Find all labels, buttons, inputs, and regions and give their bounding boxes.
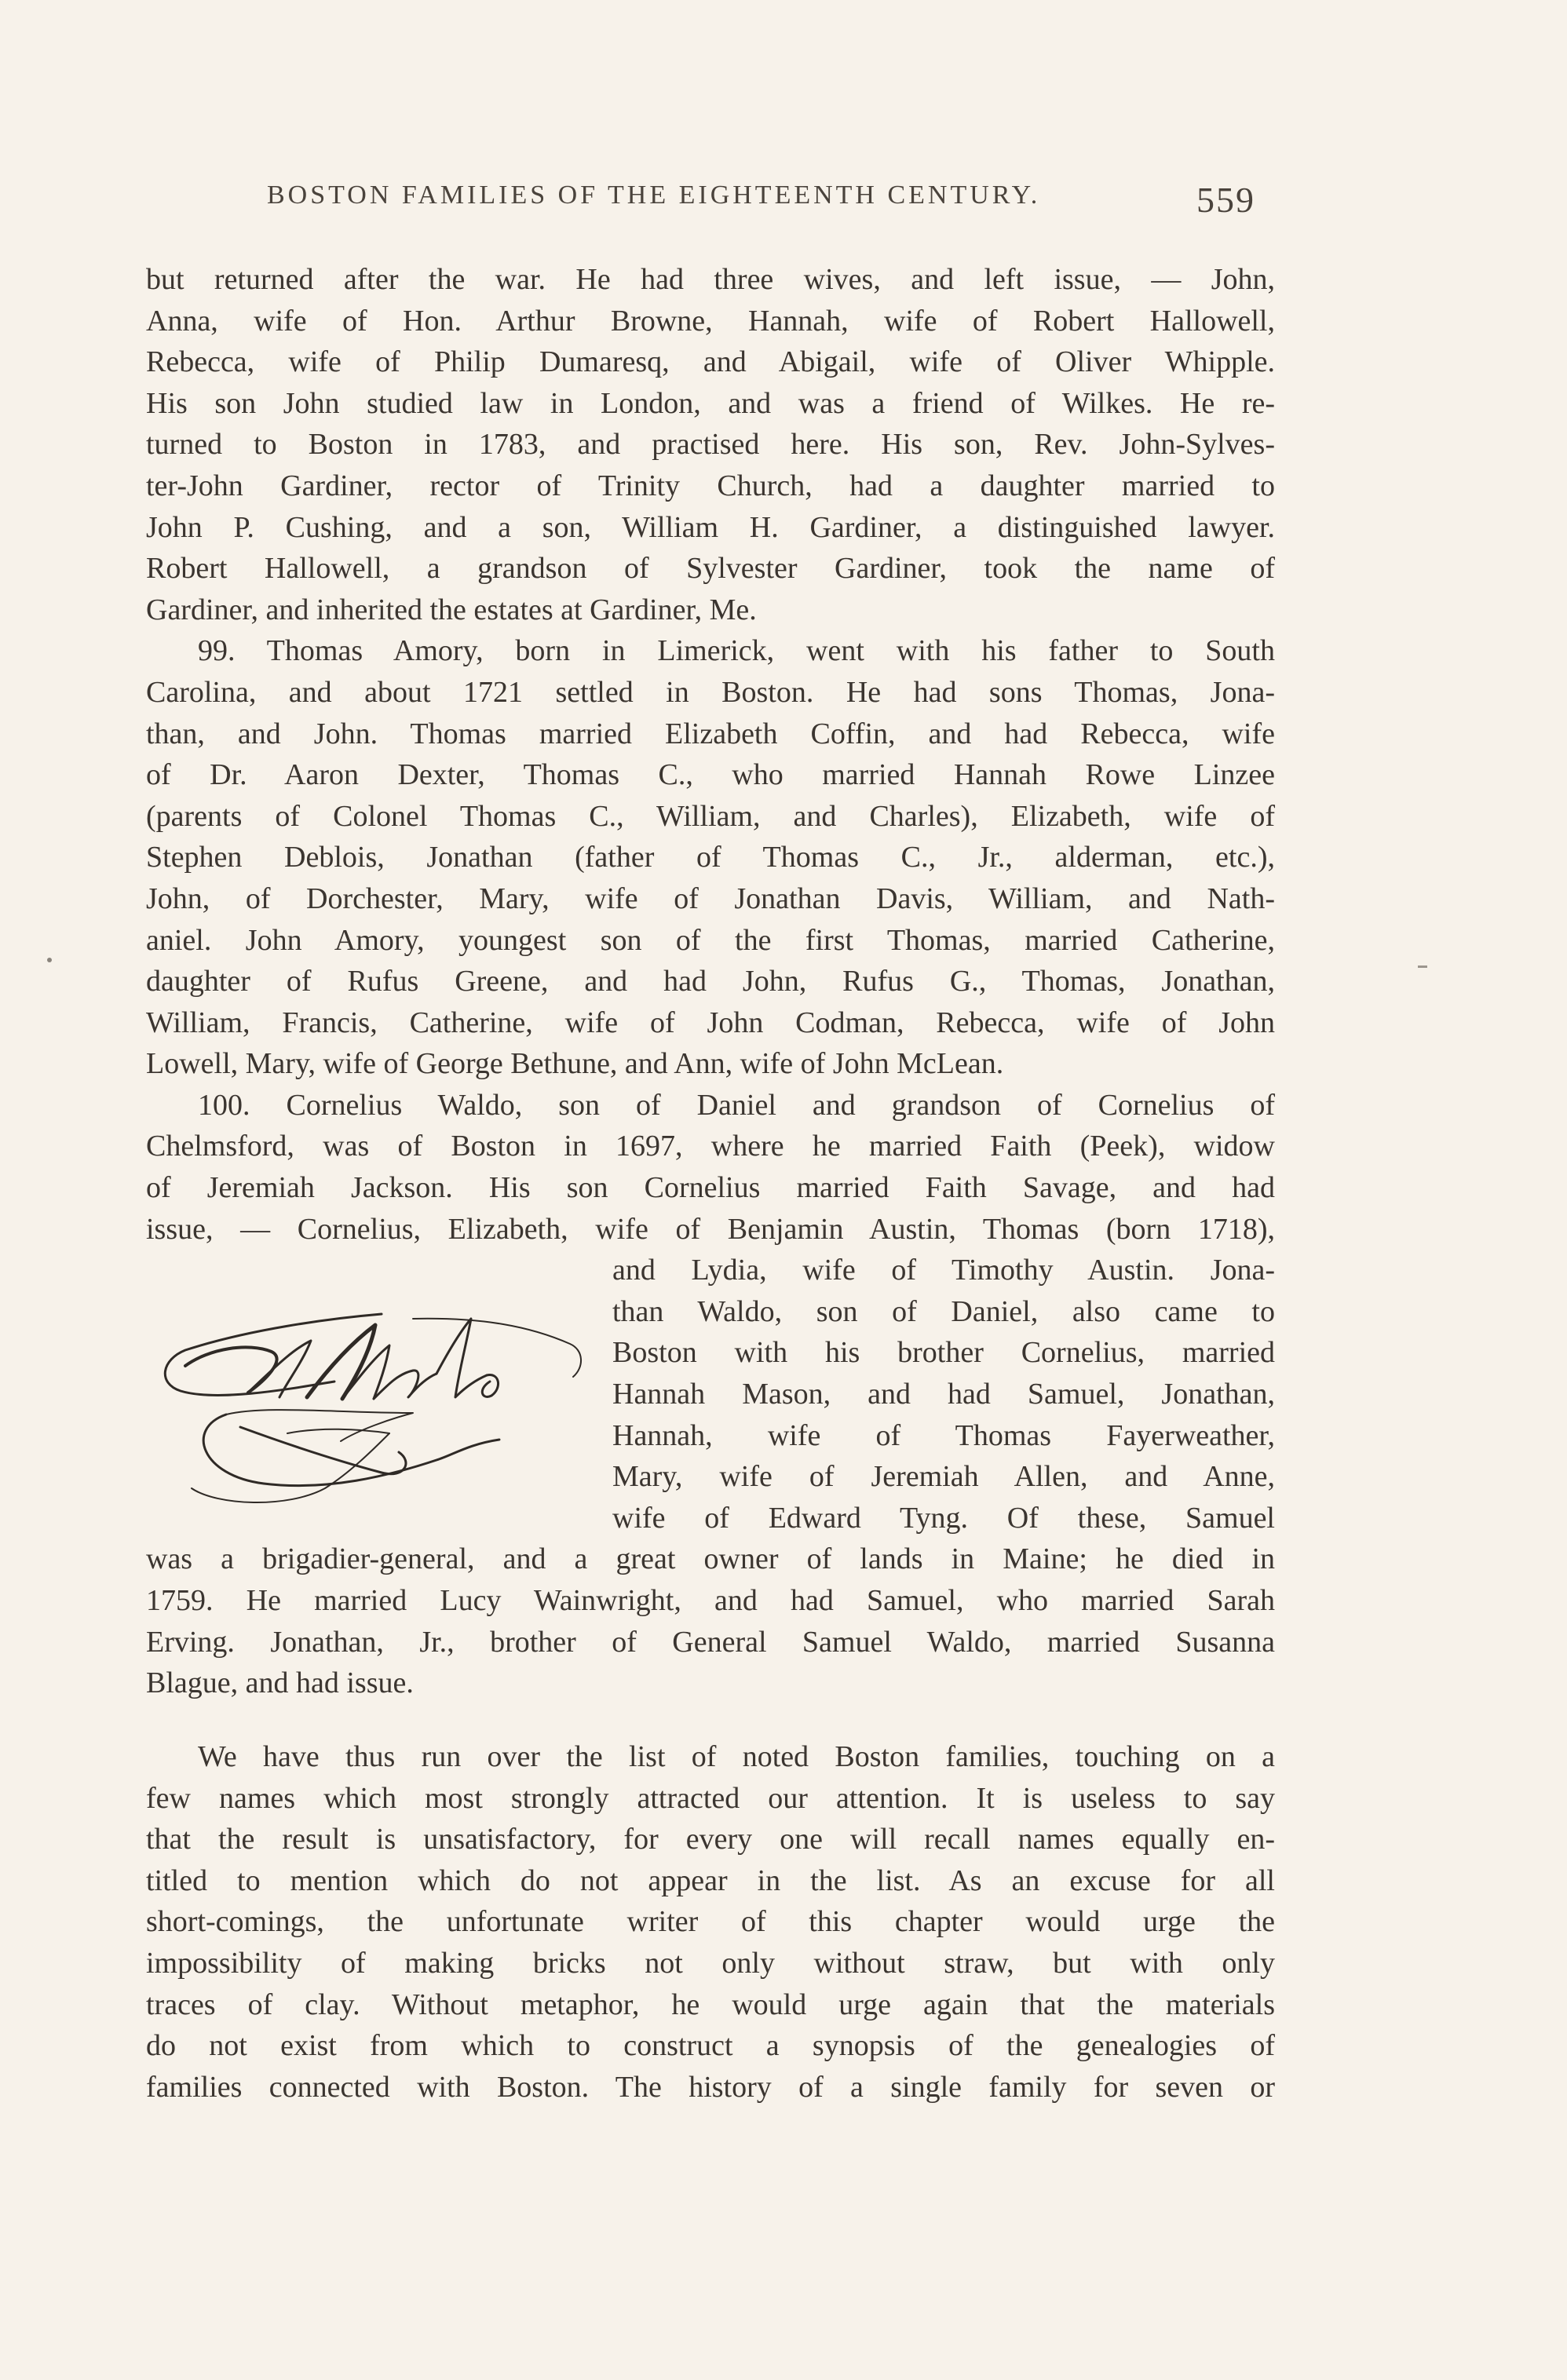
text-line: Blague, and had issue. <box>146 1666 414 1700</box>
text-line: Rebecca, wife of Philip Dumaresq, and Abigail, wife of Oliver Whipple. <box>146 345 1275 379</box>
waldo-signature <box>154 1295 594 1531</box>
text-line: issue, — Cornelius, Elizabeth, wife of Benjamin Austin, Thomas (born 1718), <box>146 1212 1275 1246</box>
text-line: ter-John Gardiner, rector of Trinity Church, had a daughter married to <box>146 469 1275 502</box>
text-line: Boston with his brother Cornelius, married <box>612 1336 1275 1370</box>
text-line: impossibility of making bricks not only without straw, but with only <box>146 1946 1275 1980</box>
text-line: John, of Dorchester, Mary, wife of Jonathan Davis, William, and Nath- <box>146 882 1275 915</box>
text-line: than Waldo, son of Daniel, also came to <box>612 1294 1275 1328</box>
text-line: turned to Boston in 1783, and practised here. His son, Rev. John-Sylves- <box>146 428 1275 462</box>
text-line: of Jeremiah Jackson. His son Cornelius married Faith Savage, and had <box>146 1171 1275 1205</box>
text-line: few names which most strongly attracted our attention. It is useless to say <box>146 1781 1275 1815</box>
text-line: was a brigadier-general, and a great owner of lands in Maine; he died in <box>146 1542 1275 1576</box>
text-line: do not exist from which to construct a synopsis of the genealogies of <box>146 2029 1275 2063</box>
text-line: Anna, wife of Hon. Arthur Browne, Hannah, wife of Robert Hallowell, <box>146 304 1275 338</box>
text-line: families connected with Boston. The history of a single family for seven or <box>146 2070 1275 2104</box>
text-line: but returned after the war. He had three wives, and left issue, — John, <box>146 263 1275 296</box>
text-line: Robert Hallowell, a grandson of Sylvester Gardiner, took the name of <box>146 552 1275 586</box>
text-line: Hannah, wife of Thomas Fayerweather, <box>612 1418 1275 1452</box>
text-line: We have thus run over the list of noted Boston families, touching on a <box>198 1740 1275 1773</box>
text-line: short-comings, the unfortunate writer of this chapter would urge the <box>146 1905 1275 1939</box>
text-line: that the result is unsatisfactory, for every one will recall names equally en- <box>146 1823 1275 1856</box>
text-line: aniel. John Amory, youngest son of the first Thomas, married Catherine, <box>146 923 1275 957</box>
text-line: John P. Cushing, and a son, William H. Gardiner, a distinguished lawyer. <box>146 510 1275 544</box>
text-line: Mary, wife of Jeremiah Allen, and Anne, <box>612 1460 1275 1494</box>
text-line: than, and John. Thomas married Elizabeth Coffin, and had Rebecca, wife <box>146 717 1275 750</box>
page-number: 559 <box>1196 180 1255 220</box>
text-line: His son John studied law in London, and was a friend of Wilkes. He re- <box>146 386 1275 420</box>
text-line: Chelmsford, was of Boston in 1697, where he married Faith (Peek), widow <box>146 1130 1275 1163</box>
text-line: Hannah Mason, and had Samuel, Jonathan, <box>612 1378 1275 1411</box>
text-line: Carolina, and about 1721 settled in Boston. He had sons Thomas, Jona- <box>146 675 1275 709</box>
running-head: BOSTON FAMILIES OF THE EIGHTEENTH CENTURY. <box>267 181 1041 210</box>
text-line: Erving. Jonathan, Jr., brother of General Samuel Waldo, married Susanna <box>146 1625 1275 1659</box>
text-line: and Lydia, wife of Timothy Austin. Jona- <box>612 1254 1275 1287</box>
text-line: 100. Cornelius Waldo, son of Daniel and grandson of Cornelius of <box>198 1088 1275 1122</box>
text-line: Gardiner, and inherited the estates at Gardiner, Me. <box>146 593 757 626</box>
text-line: of Dr. Aaron Dexter, Thomas C., who married Hannah Rowe Linzee <box>146 758 1275 792</box>
text-line: titled to mention which do not appear in the list. As an excuse for all <box>146 1863 1275 1897</box>
margin-mark <box>1418 966 1427 968</box>
signature-drawing <box>154 1295 594 1531</box>
paper-speck <box>47 958 52 962</box>
body-text-conclusion <box>146 1736 1275 2108</box>
text-line: 1759. He married Lucy Wainwright, and had Samuel, who married Sarah <box>146 1584 1275 1617</box>
text-line: traces of clay. Without metaphor, he would urge again that the materials <box>146 1988 1275 2021</box>
text-line: (parents of Colonel Thomas C., William, and Charles), Elizabeth, wife of <box>146 799 1275 833</box>
text-line: William, Francis, Catherine, wife of John Codman, Rebecca, wife of John <box>146 1006 1275 1039</box>
text-line: Stephen Deblois, Jonathan (father of Thomas C., Jr., alderman, etc.), <box>146 841 1275 874</box>
text-line: 99. Thomas Amory, born in Limerick, went with his father to South <box>198 634 1275 668</box>
text-line: Lowell, Mary, wife of George Bethune, and Ann, wife of John McLean. <box>146 1047 1004 1081</box>
text-line: wife of Edward Tyng. Of these, Samuel <box>612 1501 1275 1535</box>
text-line: daughter of Rufus Greene, and had John, Rufus G., Thomas, Jonathan, <box>146 965 1275 998</box>
